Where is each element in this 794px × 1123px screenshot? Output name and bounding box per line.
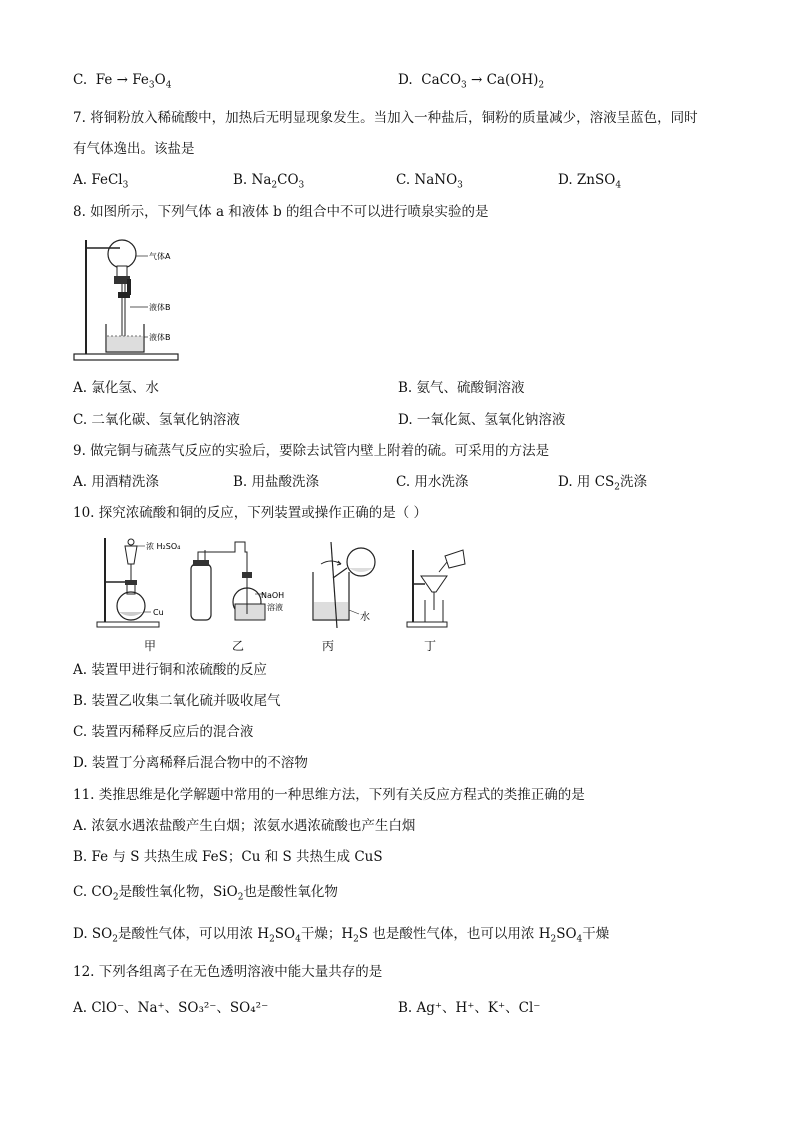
label-naoh: NaOH (261, 591, 285, 600)
apparatus-ding (407, 550, 465, 627)
q6-option-d: D. CaCO$_3$ → $Ca(OH)_2$ (398, 72, 545, 91)
q11-stem: 11. 类推思维是化学解题中常用的一种思维方法，下列有关反应方程式的类推正确的是 (73, 787, 585, 803)
q9-option-d: D. 用 $CS_2$洗涤 (558, 474, 648, 493)
apparatus-bing (313, 542, 375, 628)
caption-ding: 丁 (424, 639, 437, 653)
q10-option-a: A. 装置甲进行铜和浓硫酸的反应 (73, 662, 267, 678)
q11-option-c: C. $CO_2$是酸性氧化物，SiO$_2$也是酸性氧化物 (73, 884, 338, 903)
q10-option-d: D. 装置丁分离稀释后混合物中的不溶物 (73, 755, 308, 771)
q6-option-c: C. $Fe \to Fe_3O_4$ (73, 72, 172, 91)
label-cu: Cu (153, 608, 164, 617)
q9-option-a: A. 用酒精洗涤 (73, 474, 159, 490)
q11-option-b: B. Fe 与 S 共热生成 FeS；Cu 和 S 共热生成 CuS (73, 849, 383, 865)
caption-yi: 乙 (232, 639, 245, 653)
label-liquid-b-2: 液体B (149, 333, 171, 342)
q7-option-b: B. $Na_2CO_3$ (233, 172, 305, 191)
q10-option-c: C. 装置丙稀释反应后的混合液 (73, 724, 254, 740)
q8-option-d: D. 一氧化氮、氢氧化钠溶液 (398, 412, 566, 428)
q10-stem: 10. 探究浓硫酸和铜的反应，下列装置或操作正确的是（ ） (73, 505, 428, 521)
q7-stem-line2: 有气体逸出。该盐是 (73, 141, 195, 157)
q11-option-a: A. 浓氨水遇浓盐酸产生白烟；浓氨水遇浓硫酸也产生白烟 (73, 818, 416, 834)
caption-jia: 甲 (144, 639, 157, 653)
label-liquid-b-1: 液体B (149, 303, 171, 312)
q7-stem-line1: 7. 将铜粉放入稀硫酸中，加热后无明显现象发生。当加入一种盐后，铜粉的质量减少，溶液呈蓝色，同时 (73, 110, 698, 126)
q9-stem: 9. 做完铜与硫蒸气反应的实验后，要除去试管内壁上附着的硫。可采用的方法是 (73, 443, 550, 459)
label-water: 水 (360, 612, 370, 623)
label-gas-a: 气体A (149, 252, 171, 261)
q8-option-b: B. 氨气、硫酸铜溶液 (398, 380, 525, 396)
q10-option-b: B. 装置乙收集二氧化硫并吸收尾气 (73, 693, 281, 709)
q7-option-c: C. NaNO$_3$ (396, 172, 463, 191)
q7-option-a: A. FeCl$_3$ (73, 172, 129, 191)
q9-option-c: C. 用水洗涤 (396, 474, 469, 490)
q8-stem: 8. 如图所示，下列气体 a 和液体 b 的组合中不可以进行喷泉实验的是 (73, 204, 489, 220)
q7-option-d: D. ZnSO$_4$ (558, 172, 622, 191)
q12-option-a: A. ClO⁻、Na⁺、SO₃²⁻、SO₄²⁻ (73, 1000, 269, 1016)
q10-apparatus-figure (95, 532, 475, 632)
q12-option-b: B. Ag⁺、H⁺、K⁺、Cl⁻ (398, 1000, 541, 1016)
label-solution: 溶液 (267, 603, 283, 612)
q8-option-a: A. 氯化氢、水 (73, 380, 159, 396)
fountain-apparatus-figure (72, 232, 192, 367)
label-conc-acid: 浓 H₂SO₄ (146, 542, 181, 551)
q9-option-b: B. 用盐酸洗涤 (233, 474, 320, 490)
q12-stem: 12. 下列各组离子在无色透明溶液中能大量共存的是 (73, 964, 383, 980)
caption-bing: 丙 (322, 639, 335, 653)
q8-option-c: C. 二氧化碳、氢氧化钠溶液 (73, 412, 240, 428)
q11-option-d: D. $SO_2$是酸性气体，可以用浓 $H_2SO_4$干燥；$H_2S$ 也是酸性气体，也可以用浓 $H_2SO_4$干燥 (73, 926, 610, 945)
apparatus-jia (97, 538, 180, 627)
apparatus-yi (191, 542, 284, 620)
